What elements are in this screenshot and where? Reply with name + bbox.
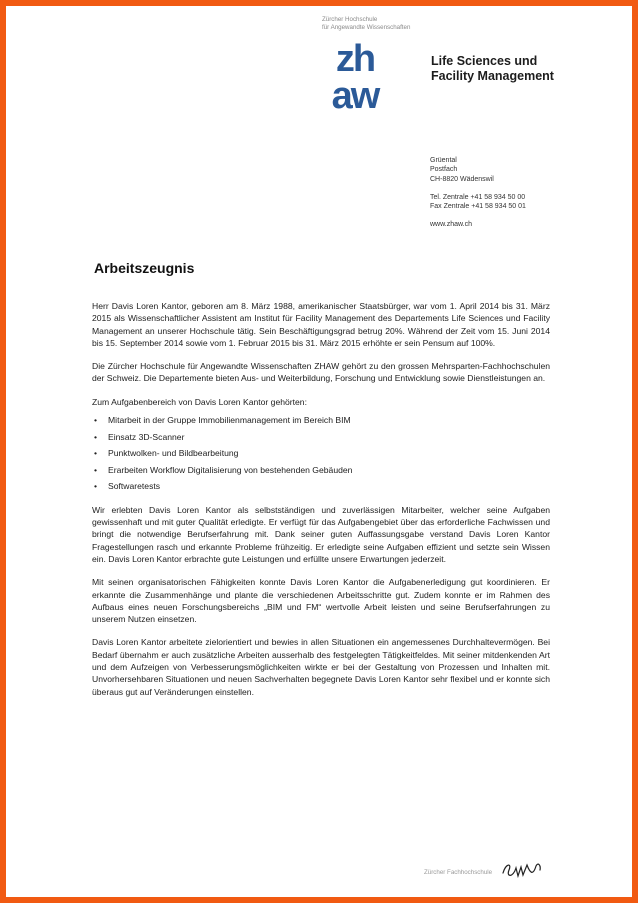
list-item: • Softwaretests: [94, 481, 161, 492]
address-street: Grüental: [430, 157, 457, 164]
letter-page: [6, 6, 632, 897]
address-block: [430, 156, 526, 230]
list-item: • Erarbeiten Workflow Digitalisierung von bestehenden Gebäuden: [94, 464, 353, 475]
paragraph-performance: Wir erlebten Davis Loren Kantor als selbstständigen und zuverlässigen Mitarbeiter, welcher seine Aufgaben gewissenhaft und mit guter Qualität erledigte. Er verfügt für das Aufgabengebiet über das erforderliche Fachwissen und bringt die notwendige Berufserfahrung mit. Dank seiner guten Auffassungsgabe verstand Davis Loren Kantor Fragestellungen rasch und erkannte Probleme frühzeitig. Er erledigte seine Aufgaben effizient und setzte sein Wissen ein. Davis Loren Kantor erbrachte gute Leistungen und erfüllte unsere Erwartungen jederzeit.: [92, 504, 550, 564]
paragraph-attitude: Davis Loren Kantor arbeitete zielorientiert und bewies in allen Situationen ein angemessenes Durchhaltevermögen. Bei Bedarf übernahm er auch zusätzliche Arbeiten ausserhalb des festgelegten Tätigkeitfeldes. Mit seiner mitdenkenden Art und dem Aufzeigen von Verbesserungsmöglichkeiten wirkte er bei der Gestaltung von Prozessen und Inhalten mit. Unvorhersehbaren Situationen und neuen Sachverhalten begegnete Davis Loren Kantor sehr flexibel und er konnte sich überaus gut auf Veränderungen einstellen.: [92, 637, 550, 697]
address-postbox: Postfach: [430, 166, 458, 174]
institution-name: [322, 16, 410, 32]
address-city: CH-8820 Wädenswil: [430, 175, 494, 183]
list-item: • Punktwolken- und Bildbearbeitung: [94, 448, 239, 459]
institution-name-line: Zürcher Hochschule für Angewandte Wissenschaften: [322, 16, 411, 31]
paragraph-employment: Herr Davis Loren Kantor, geboren am 8. März 1988, amerikanischer Staatsbürger, war vom 1. April 2014 bis 31. März 2015 als Wissenschaftlicher Assistent am Institut für Facility Management des Departements Life Sciences und Facility Management an unserer Hochschule tätig. Sein Beschäftigungsgrad betrug 20%. Während der Zeit vom 15. Juni 2014 bis 15. September 2014 sowie vom 1. Februar 2015 bis 31. März 2015 erhöhte er sein Pensum auf 100%.: [92, 301, 550, 348]
letter-body: [92, 300, 550, 709]
document-title: Arbeitszeugnis: [94, 260, 195, 276]
list-item: • Einsatz 3D-Scanner: [94, 431, 185, 442]
svg-text:zh: zh: [335, 40, 375, 80]
address-tel: Tel. Zentrale +41 58 934 50 00: [430, 193, 526, 201]
bullet-icon: •: [94, 481, 98, 492]
paragraph-organisation: Mit seinen organisatorischen Fähigkeiten konnte Davis Loren Kantor die Aufgabenerledigung gut koordinieren. Er erkannte die Zusammenhänge und plante die verschiedenen Arbeitsschritte gut. Zudem konnte er im Rahmen des Aufbaus eines neuen Forschungsbereichs „BIM und FM“ wertvolle Arbeit leisten und seine Berufserfahrungen zu unserem Nutzen einsetzen.: [92, 577, 550, 625]
bullet-icon: •: [94, 464, 98, 475]
bullet-icon: •: [94, 448, 98, 459]
bullet-icon: •: [94, 431, 98, 442]
svg-text:aw: aw: [331, 75, 379, 112]
list-item: • Mitarbeit in der Gruppe Immobilienmanagement im Bereich BIM: [94, 415, 351, 426]
zhaw-logo: [320, 40, 390, 112]
paragraph-institution: Die Zürcher Hochschule für Angewandte Wissenschaften ZHAW gehört zu den grossen Mehrsparten-Fachhochschulen der Schweiz. Die Departemente bieten Aus- und Weiterbildung, Forschung und Entwicklung sowie Dienstleistungen an.: [92, 361, 550, 384]
address-web: www.zhaw.ch: [430, 221, 473, 229]
zhaw-signature-logo: [500, 859, 544, 881]
footer-school-name: Zürcher Fachhochschule: [424, 869, 493, 876]
department-name: Life Sciences und Facility Management: [431, 54, 554, 83]
address-fax: Fax Zentrale +41 58 934 50 01: [430, 203, 526, 211]
bullet-icon: •: [94, 415, 98, 426]
tasks-list: [92, 414, 550, 493]
tasks-intro: Zum Aufgabenbereich von Davis Loren Kantor gehörten:: [92, 396, 307, 407]
